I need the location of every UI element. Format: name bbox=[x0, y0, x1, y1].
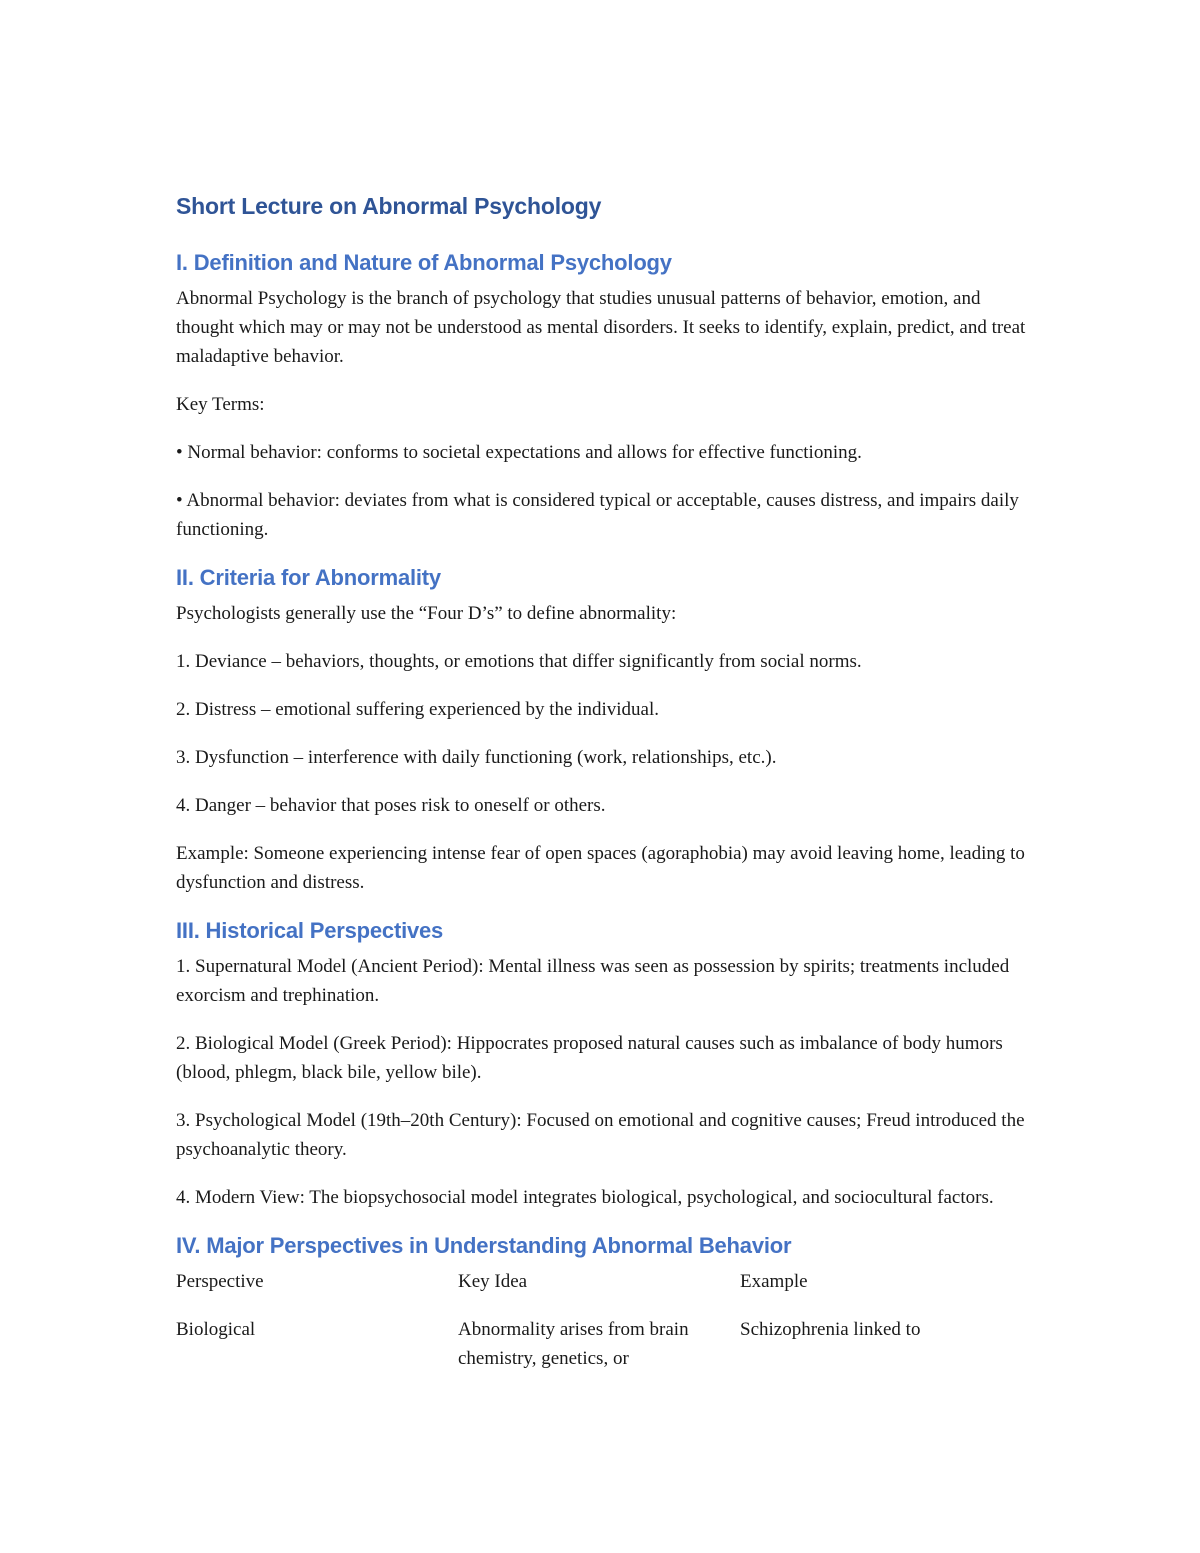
section-heading: I. Definition and Nature of Abnormal Psychology bbox=[176, 250, 672, 275]
list-item: 4. Danger – behavior that poses risk to oneself or others. bbox=[176, 795, 606, 816]
section-heading: III. Historical Perspectives bbox=[176, 918, 444, 943]
list-item: 1. Supernatural Model (Ancient Period): Mental illness was seen as possession by spirits; treatments included exorcism and trephination. bbox=[176, 956, 1010, 1006]
document-body bbox=[176, 190, 1036, 1373]
section-historical bbox=[176, 916, 1036, 1212]
paragraph: Psychologists generally use the “Four D’s” to define abnormality: bbox=[176, 603, 677, 624]
table-cell: Schizophrenia linked to bbox=[740, 1319, 921, 1340]
list-item: • Normal behavior: conforms to societal expectations and allows for effective functioning. bbox=[176, 442, 862, 463]
list-item: 1. Deviance – behaviors, thoughts, or emotions that differ significantly from social norms. bbox=[176, 651, 862, 672]
list-item: 3. Psychological Model (19th–20th Century): Focused on emotional and cognitive causes; Freud introduced the psychoanalytic theory. bbox=[176, 1110, 1025, 1160]
section-criteria bbox=[176, 563, 1036, 897]
section-perspectives bbox=[176, 1231, 1036, 1373]
table-cell: Biological bbox=[176, 1319, 256, 1340]
paragraph: Abnormal Psychology is the branch of psychology that studies unusual patterns of behavior, emotion, and thought which may or may not be understood as mental disorders. It seeks to identify, explain, predict, and treat maladaptive behavior. bbox=[176, 288, 1026, 367]
table-header-cell: Example bbox=[740, 1271, 808, 1292]
list-item: 2. Biological Model (Greek Period): Hippocrates proposed natural causes such as imbalance of body humors (blood, phlegm, black bile, yellow bile). bbox=[176, 1033, 1003, 1083]
list-item: 4. Modern View: The biopsychosocial model integrates biological, psychological, and sociocultural factors. bbox=[176, 1187, 994, 1208]
table-header-cell: Perspective bbox=[176, 1271, 264, 1292]
table-cell: Abnormality arises from brain chemistry, genetics, or bbox=[458, 1319, 689, 1369]
key-terms-label: Key Terms: bbox=[176, 394, 265, 415]
section-heading: II. Criteria for Abnormality bbox=[176, 565, 441, 590]
section-heading: IV. Major Perspectives in Understanding Abnormal Behavior bbox=[176, 1233, 792, 1258]
list-item: 3. Dysfunction – interference with daily functioning (work, relationships, etc.). bbox=[176, 747, 777, 768]
document-title: Short Lecture on Abnormal Psychology bbox=[176, 193, 602, 219]
section-definition bbox=[176, 248, 1036, 544]
table-header-cell: Key Idea bbox=[458, 1271, 528, 1292]
perspectives-table bbox=[176, 1267, 1036, 1373]
list-item: • Abnormal behavior: deviates from what is considered typical or acceptable, causes distress, and impairs daily functioning. bbox=[176, 490, 1019, 540]
example-paragraph: Example: Someone experiencing intense fear of open spaces (agoraphobia) may avoid leaving home, leading to dysfunction and distress. bbox=[176, 843, 1025, 893]
list-item: 2. Distress – emotional suffering experienced by the individual. bbox=[176, 699, 659, 720]
